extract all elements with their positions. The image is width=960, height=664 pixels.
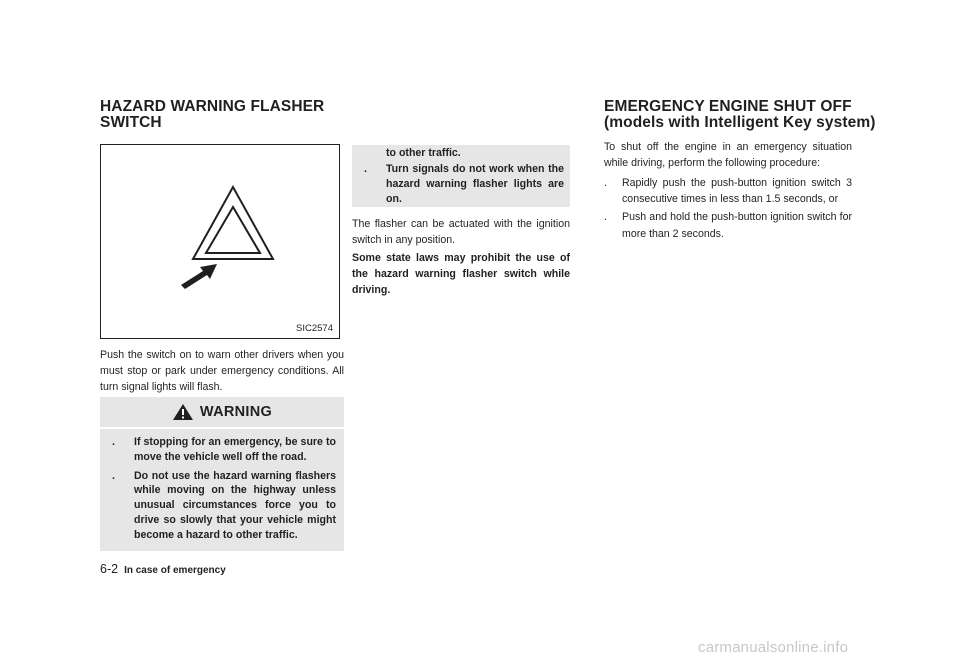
shutoff-steps: [604, 175, 852, 242]
warning-continued: [352, 145, 570, 207]
warning-triangle-icon: [172, 403, 194, 421]
shutoff-intro: To shut off the engine in an emergency situation while driving, perform the following procedure:: [604, 141, 852, 170]
warning-header: [100, 397, 344, 427]
left-heading-line-2: SWITCH: [100, 114, 162, 131]
warning-item-2-continued: to other traffic.: [386, 147, 461, 159]
warning-body: [100, 429, 344, 551]
warning-item-2-text: Do not use the hazard warning flashers while moving on the highway unless unusual circumstances force you to drive so slowly that your vehicle might become a hazard to other traffic.: [134, 469, 336, 541]
right-heading-line-2: (models with Intelligent Key system): [604, 114, 876, 131]
warning-item-3: . Turn signals do not work when the hazard warning flasher lights are on.: [364, 163, 564, 205]
watermark: carmanualsonline.info: [698, 639, 849, 656]
shutoff-step-1: . Rapidly push the push-button ignition switch 3 consecutive times in less than 1.5 seconds, or: [604, 177, 852, 206]
warning-title: WARNING: [199, 404, 273, 420]
flasher-paragraph: The flasher can be actuated with the ignition switch in any position.: [352, 218, 570, 247]
hazard-switch-figure: [100, 144, 340, 339]
hazard-triangle-icon: [101, 145, 341, 340]
page-footer: [100, 562, 226, 576]
section-name: In case of emergency: [124, 565, 226, 576]
shutoff-step-2: . Push and hold the push-button ignition switch for more than 2 seconds.: [604, 211, 852, 240]
page-number: 6-2: [100, 562, 119, 576]
warning-list: [112, 435, 336, 543]
pointing-arrow-icon: [173, 255, 233, 295]
state-laws-paragraph: Some state laws may prohibit the use of the hazard warning flasher switch while driving.: [352, 252, 570, 297]
warning-item-2: . Do not use the hazard warning flashers while moving on the highway unless unusual circumstances force you to drive so slowly that your vehicle might become a hazard to other traffic.: [112, 469, 336, 541]
left-heading-line-1: HAZARD WARNING FLASHER: [100, 98, 325, 115]
warning-item-1: . If stopping for an emergency, be sure to move the vehicle well off the road.: [112, 436, 336, 463]
left-section-heading: [100, 99, 324, 131]
right-section-heading: [604, 99, 875, 131]
figure-code: SIC2574: [296, 323, 333, 334]
right-heading-line-1: EMERGENCY ENGINE SHUT OFF: [604, 98, 852, 115]
intro-paragraph: Push the switch on to warn other drivers when you must stop or park under emergency conditions. All turn signal lights will flash.: [100, 349, 344, 394]
